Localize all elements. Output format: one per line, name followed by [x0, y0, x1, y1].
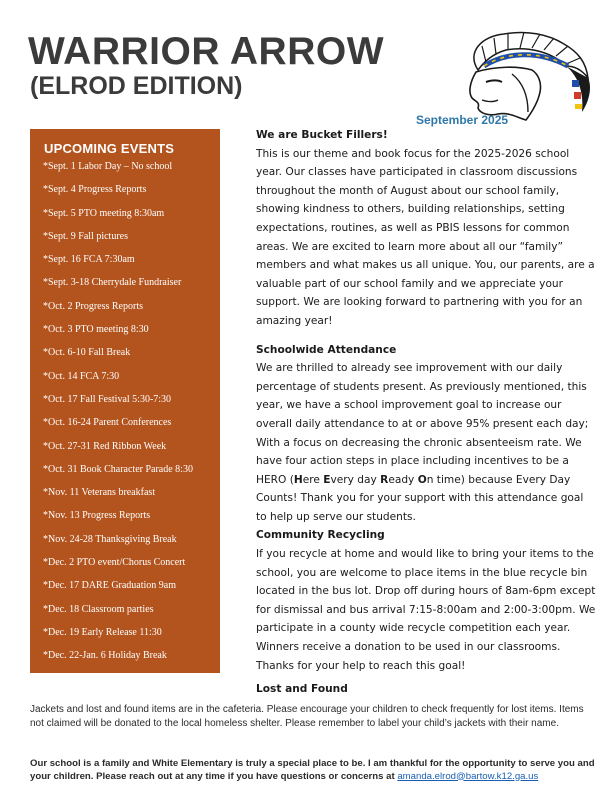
event-item: *Oct. 31 Book Character Parade 8:30 [43, 463, 193, 475]
hero-letter: O [417, 473, 427, 486]
event-item: *Sept. 4 Progress Reports [43, 184, 147, 196]
hero-letter: E [323, 473, 331, 486]
event-item: *Sept. 9 Fall pictures [43, 230, 128, 242]
event-item: *Dec. 2 PTO event/Chorus Concert [43, 557, 186, 569]
attendance-heading: Schoolwide Attendance [256, 343, 397, 356]
hero-word: n time [426, 473, 461, 486]
event-item: *Oct. 27-31 Red Ribbon Week [43, 440, 167, 452]
attendance-text: We are thrilled to already see improvement with our daily percentage of students present. As previously mentioned, this year, we have a school improvement goal to increase our overall daily attendance to at or above 95% present each day; With a focus on decreasing the chronic absenteeism rate. We have four action steps in place including incentives to be a HERO ( [256, 362, 589, 486]
upcoming-events-heading: UPCOMING EVENTS [44, 141, 175, 156]
contact-email-link[interactable]: amanda.elrod@bartow.k12.ga.us [397, 770, 539, 782]
hero-word: eady [388, 473, 418, 486]
attendance-body [256, 359, 596, 526]
hero-word: very day [330, 473, 381, 486]
event-item: *Oct. 17 Fall Festival 5:30-7:30 [43, 393, 172, 405]
lost-and-found-heading: Lost and Found [256, 683, 348, 695]
issue-date: September 2025 [416, 113, 509, 127]
event-item: *Sept. 1 Labor Day – No school [43, 161, 173, 172]
event-item: *Dec. 17 DARE Graduation 9am [43, 580, 177, 592]
event-item: *Sept. 5 PTO meeting 8:30am [43, 207, 165, 219]
hero-word: ere [302, 473, 324, 486]
warrior-headdress-logo-icon [456, 22, 606, 122]
main-articles [256, 126, 596, 675]
recycling-heading: Community Recycling [256, 529, 385, 542]
bucket-fillers-body: This is our theme and book focus for the 2025-2026 school year. Our classes have participated in classroom discussions throughout the month of August about our school family, showing kindness to others, building relationships, setting expectations, routines, as well as PBIS lessons for common areas. We are excited to learn more about all our “family” members and what makes us all unique. You, our parents, are a valuable part of our school family and we appreciate your support. We are looking forward to partnering with you for an amazing year! [256, 147, 595, 327]
event-item: *Sept. 16 FCA 7:30am [43, 254, 135, 266]
event-item: *Oct. 16-24 Parent Conferences [43, 417, 172, 429]
hero-letter: R [380, 473, 389, 486]
event-item: *Oct. 3 PTO meeting 8:30 [43, 324, 149, 336]
event-item: *Oct. 6-10 Fall Break [43, 347, 131, 359]
closing-message [30, 758, 600, 783]
event-item: *Dec. 22-Jan. 6 Holiday Break [43, 650, 167, 662]
event-item: *Nov. 13 Progress Reports [43, 510, 151, 522]
newsletter-subtitle: (ELROD EDITION) [30, 72, 243, 100]
closing-text: Our school is a family and White Elementary is truly a special place to be. I am thankful for the opportunity to serve you and your children. Please reach out at any time if you have questions or concerns at [30, 758, 595, 782]
recycling-body: If you recycle at home and would like to bring your items to the school, you are welcome to place items in the blue recycle bin located in the bus lot. Drop off during hours of 8am-6pm except for dismissal and bus arrival 7:15-8:00am and 2:00-3:00pm. We participate in a county wide recycle competition each year. Winners receive a donation to be used in our classrooms. Thanks for your help to reach this goal! [256, 548, 596, 672]
event-item: *Nov. 24-28 Thanksgiving Break [43, 533, 177, 545]
hero-letter: H [293, 473, 303, 486]
upcoming-events-list [43, 160, 219, 673]
event-item: *Sept. 3-18 Cherrydale Fundraiser [43, 277, 182, 289]
attendance-text: ) because Every Day Counts! Thank you for your support with this attendance goal to help up serve our students. [256, 473, 584, 523]
event-item: *Oct. 14 FCA 7:30 [43, 370, 120, 382]
upcoming-events-box [30, 129, 220, 673]
newsletter-title: WARRIOR ARROW [28, 30, 385, 73]
event-item: *Dec. 18 Classroom parties [43, 603, 154, 615]
event-item: *Nov. 11 Veterans breakfast [43, 487, 156, 499]
bucket-fillers-heading: We are Bucket Fillers! [256, 129, 388, 141]
event-item: *Dec. 19 Early Release 11:30 [43, 626, 162, 638]
event-item: *Oct. 2 Progress Reports [43, 300, 143, 312]
lost-and-found-body: Jackets and lost and found items are in the cafeteria. Please encourage your children to check frequently for lost items. Items not claimed will be donated to the local homeless shelter. Please remember to label your child’s jackets with their name. [30, 704, 584, 730]
